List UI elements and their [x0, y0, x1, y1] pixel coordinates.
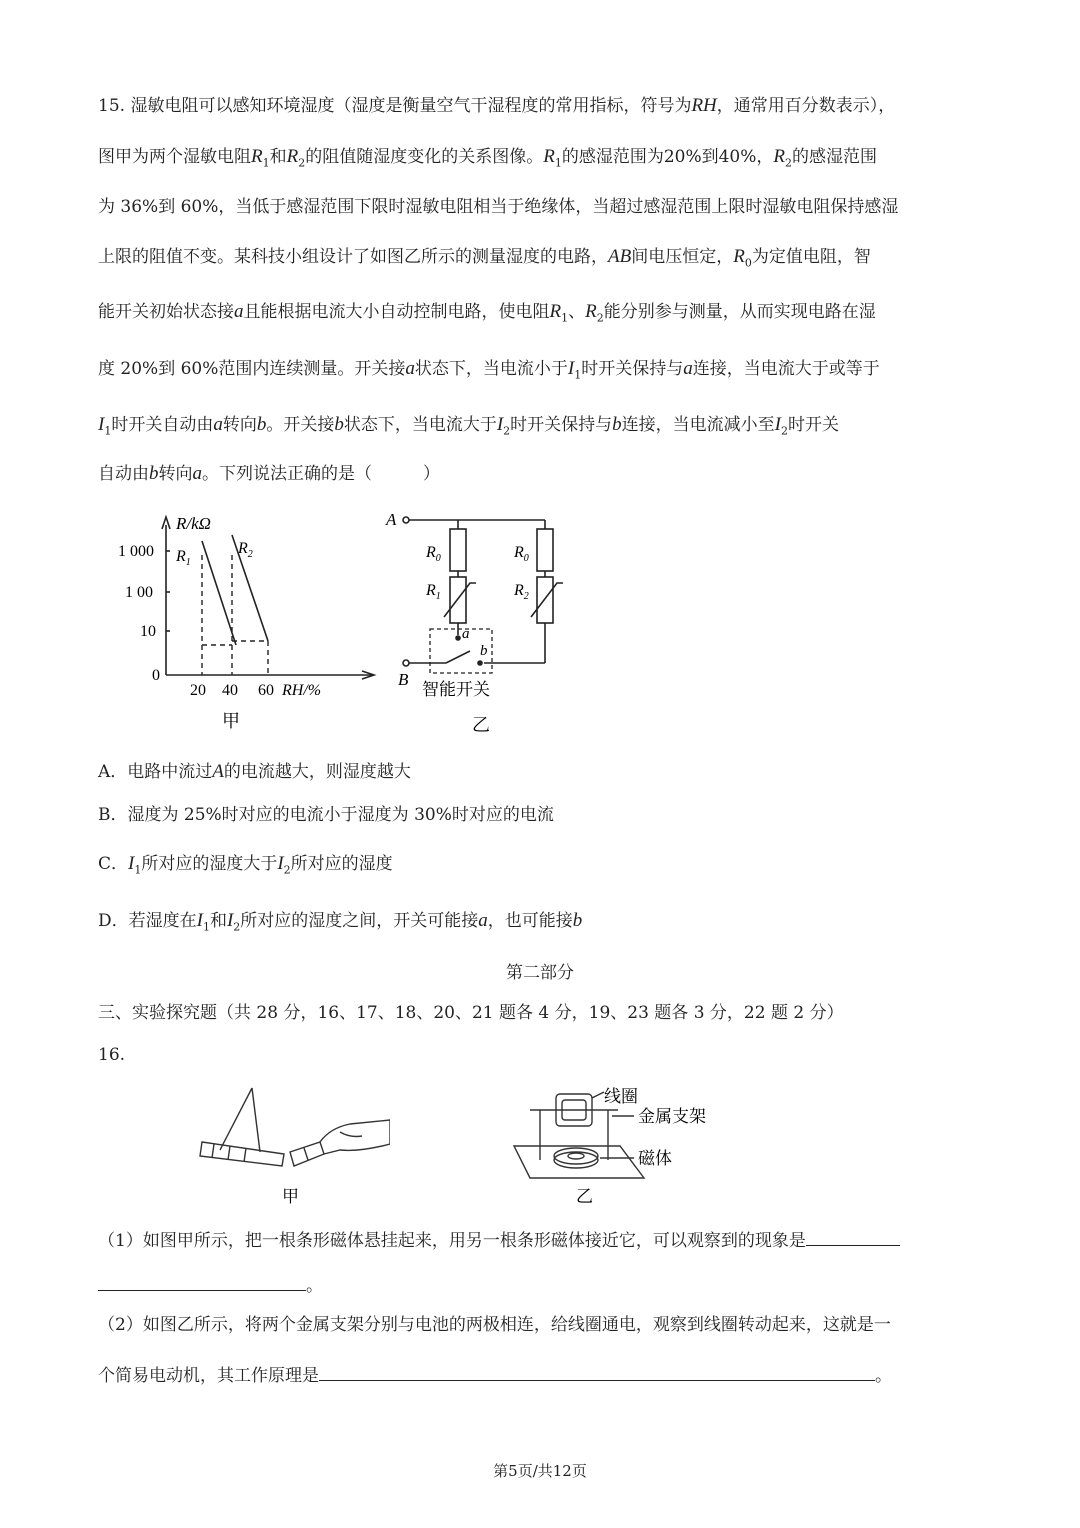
q15-line-4: 上限的阻值不变。某科技小组设计了如图乙所示的测量湿度的电路，AB间电压恒定，$R_0$为定值电阻，智: [98, 246, 871, 270]
option-d: D．若湿度在$I_1$和$I_2$所对应的湿度之间，开关可能接a，也可能接b: [98, 910, 583, 934]
q16-part-1: （1）如图甲所示，把一根条形磁体悬挂起来，用另一根条形磁体接近它，可以观察到的现象是: [98, 1227, 900, 1253]
label-r2: $R_2$: [514, 582, 529, 602]
magnet-label: 磁体: [638, 1149, 672, 1168]
figure-yi-circuit: [380, 505, 580, 745]
q16-jia-caption: 甲: [282, 1187, 299, 1206]
ytick-0: 0: [152, 667, 160, 684]
section-three-heading: 三、实验探究题（共 28 分，16、17、18、20、21 题各 4 分，19、23 题各 3 分，22 题 2 分）: [98, 1003, 844, 1023]
q15-line-3: 为 36%到 60%，当低于感湿范围下限时湿敏电阻相当于绝缘体，当超过感湿范围上限时湿敏电阻保持感湿: [98, 197, 899, 217]
terminal-b: B: [398, 670, 409, 689]
figure-yi-caption: 乙: [472, 715, 490, 735]
switch-contact-a: a: [462, 626, 470, 642]
q16-figure-jia: [190, 1080, 390, 1210]
q15-line-1: 15. 湿敏电阻可以感知环境湿度（湿度是衡量空气干湿程度的常用指标，符号为RH，通常用百分数表示），: [98, 95, 896, 116]
label-r0-right: $R_0$: [514, 544, 529, 564]
q16-part-2: （2）如图乙所示，将两个金属支架分别与电池的两极相连，给线圈通电，观察到线圈转动起来，这就是一: [98, 1315, 891, 1335]
option-a: A．电路中流过A的电流越大，则湿度越大: [98, 761, 411, 782]
graph-xlabel: RH/%: [282, 682, 322, 699]
answer-blank-2[interactable]: [319, 1362, 875, 1381]
graph-ylabel: R/kΩ: [176, 514, 211, 533]
answer-blank-1b[interactable]: [98, 1272, 306, 1291]
curve-r2-label: $R_2$: [238, 540, 253, 560]
q16-number: 16.: [98, 1045, 126, 1065]
q16-figure-yi: [500, 1080, 760, 1210]
metal-bracket-label: 金属支架: [638, 1107, 706, 1126]
xtick-40: 40: [222, 682, 238, 699]
q16-yi-caption: 乙: [576, 1187, 593, 1206]
smart-switch-label: 智能开关: [422, 680, 490, 699]
ytick-1000: 1 000: [118, 543, 154, 560]
terminal-a: A: [386, 510, 397, 529]
ytick-100: 1 00: [125, 584, 153, 601]
figure-jia-graph: [110, 505, 390, 745]
switch-contact-b: b: [480, 643, 488, 659]
label-r1: $R_1$: [426, 582, 441, 602]
q15-line-2: 图甲为两个湿敏电阻$R_1$和$R_2$的阻值随湿度变化的关系图像。$R_1$的感湿范围为20%到40%，$R_2$的感湿范围: [98, 146, 878, 170]
q16-part-1-cont: 。: [98, 1272, 323, 1298]
option-c: C．$I_1$所对应的湿度大于$I_2$所对应的湿度: [98, 853, 393, 877]
xtick-20: 20: [190, 682, 206, 699]
page-footer: 第5页/共12页: [493, 1462, 587, 1480]
option-b: B．湿度为 25%时对应的电流小于湿度为 30%时对应的电流: [98, 805, 554, 825]
label-r0-left: $R_0$: [426, 544, 441, 564]
answer-blank-1a[interactable]: [806, 1227, 900, 1246]
q16-part-2-cont: 个简易电动机，其工作原理是 。: [98, 1362, 892, 1388]
q15-line-6: 度 20%到 60%范围内连续测量。开关接a状态下，当电流小于$I_1$时开关保持与a连接，当电流大于或等于: [98, 358, 880, 382]
part-two-heading: 第二部分: [506, 963, 574, 983]
curve-r1-label: $R_1$: [176, 548, 191, 568]
ytick-10: 10: [140, 623, 156, 640]
q15-line-7: $I_1$时开关自动由a转向b。开关接b状态下，当电流大于$I_2$时开关保持与b连接，当电流减小至$I_2$时开关: [98, 414, 839, 438]
q15-line-8: 自动由b转向a。下列说法正确的是（ ）: [98, 463, 440, 484]
xtick-60: 60: [258, 682, 274, 699]
figure-jia-caption: 甲: [222, 711, 240, 731]
coil-label: 线圈: [604, 1087, 638, 1106]
q15-line-5: 能开关初始状态接a且能根据电流大小自动控制电路，使电阻$R_1$、$R_2$能分别参与测量，从而实现电路在湿: [98, 301, 876, 325]
